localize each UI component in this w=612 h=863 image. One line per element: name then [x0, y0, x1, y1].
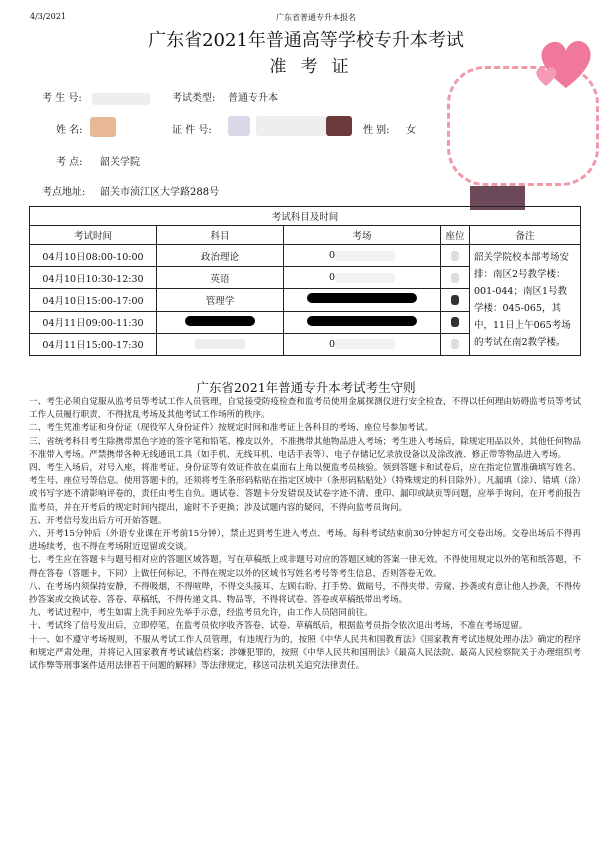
rule-item: 四、考生入场后，对号入座，将准考证、身份证等有效证件放在桌面右上角以便监考员核验。领到答题卡和试卷后，应在指定位置准确填写姓名、考生号、座位号等信息。使用答题卡的，还须将考生条形码粘贴在指定区域中（条形码粘贴处）（特殊规定的科目除外）。凡漏填（涂）、错填（涂）或书写字迹不清影响评卷的，责任由考生自负。遇试卷、答题卡分发错误及试卷字迹不清、重印、漏印或缺页等问题，应举手询问，在开考前报告监考员，并在开考后的规定时间内提出，逾时不予更换；涉及试题内容的疑问，不得向监考员询问。 — [29, 463, 581, 513]
row-subject — [157, 333, 284, 355]
exam-type-label: 考试类型: — [172, 93, 216, 104]
col-header-seat: 座位 — [441, 226, 470, 245]
rule-item: 一、考生必须自觉服从监考员等考试工作人员管理，自觉接受防疫检查和监考员使用金属探测仪进行安全检查，不得以任何理由妨碍监考员等考试工作人员履行职责，不得扰乱考场及其他考试工作场所的秩序。 — [29, 397, 581, 421]
rules-body — [29, 396, 581, 673]
gender-value: 女 — [406, 125, 416, 136]
rule-item: 十、考试终了信号发出后，立即停笔，在监考员依序收齐答卷、试卷、草稿纸后，根据监考员指令依次退出考场，不准在考场逗留。 — [29, 621, 528, 632]
row-room — [284, 289, 441, 311]
row-subject: 管理学 — [157, 289, 284, 311]
table-row — [30, 245, 581, 267]
row-seat — [441, 333, 470, 355]
rules-title: 广东省2021年普通专升本考试考生守则 — [196, 380, 416, 395]
print-date: 4/3/2021 — [30, 12, 66, 21]
col-header-room: 考场 — [284, 226, 441, 245]
row-subject: 英语 — [157, 267, 284, 289]
schedule-caption: 考试科目及时间 — [30, 207, 581, 226]
row-subject: 政治理论 — [157, 245, 284, 267]
row-time: 04月10日10:30-12:30 — [30, 267, 157, 289]
exam-no-label: 考 生 号: — [42, 93, 82, 104]
print-site-name: 广东省普通专升本报名 — [276, 13, 356, 22]
exam-type-value: 普通专升本 — [228, 93, 278, 104]
row-room: 0 — [284, 333, 441, 355]
name-label: 姓 名: — [56, 125, 83, 136]
id-label: 证 件 号: — [172, 125, 212, 136]
row-time: 04月10日15:00-17:00 — [30, 289, 157, 311]
rule-item: 五、开考信号发出后方可开始答题。 — [29, 515, 167, 526]
schedule-remark: 韶关学院校本部考场安排：南区2号教学楼：001-044；南区1号教学楼：045-065，其中，11日上午065考场的考试在南2教学楼。 — [470, 245, 581, 356]
col-header-remark: 备注 — [470, 226, 581, 245]
address-label: 考点地址: — [42, 187, 86, 198]
col-header-time: 考试时间 — [30, 226, 157, 245]
id-value-blurred — [228, 115, 352, 136]
row-time: 04月11日15:00-17:30 — [30, 333, 157, 355]
row-seat — [441, 289, 470, 311]
row-room — [284, 311, 441, 333]
name-value-blurred — [90, 116, 116, 137]
rule-item: 三、省统考科目考生除携带黑色字迹的签字笔和铅笔、橡皮以外，不准携带其他物品进入考场；考生进入考场后，除规定用品以外，其他任何物品不准带入考场。严禁携带各种无线通讯工具（如手机、无线耳机、电话手表等）、电子存储记忆录放设备以及涂改液、修正带等物品进入考场。 — [29, 436, 581, 460]
rule-item: 十一、如不遵守考场规则，不服从考试工作人员管理，有违规行为的，按照《中华人民共和国教育法》《国家教育考试违规处理办法》确定的程序和规定严肃处理，并将记入国家教育考试诚信档案；涉嫌犯罪的，按照《中华人民共和国刑法》《最高人民法院、最高人民检察院关于办理组织考试作弊等刑事案件适用法律若干问题的解释》等法律规定，移送司法机关追究法律责任。 — [29, 634, 581, 672]
row-subject — [157, 311, 284, 333]
row-seat — [441, 267, 470, 289]
rule-item: 六、开考15分钟后（外语专业课在开考前15分钟），禁止迟到考生进入考点、考场。每科考试结束前30分钟起方可交卷出场。交卷出场后不得再进场续考，也不得在考场附近逗留或交谈。 — [29, 529, 581, 553]
row-seat — [441, 311, 470, 333]
heart-decoration-icon — [530, 30, 600, 92]
site-label: 考 点: — [56, 157, 83, 168]
row-time: 04月10日08:00-10:00 — [30, 245, 157, 267]
address-value: 韶关市浈江区大学路288号 — [100, 187, 220, 198]
rule-item: 七、考生应在答题卡与题号相对应的答题区域答题，写在草稿纸上或非题号对应的答题区域的答案一律无效。不得使用规定以外的笔和纸答题，不得在答卷（答题卡，下同）上做任何标记，不得在规定以外的区域书写姓名考号等考生信息，否则答卷无效。 — [29, 555, 581, 579]
document-title: 广东省2021年普通高等学校专升本考试 — [148, 30, 464, 51]
document-subtitle: 准考证 — [269, 57, 363, 77]
rule-item: 九、考试过程中，考生如需上洗手间应先举手示意，经监考员允许，由工作人员陪同前往。 — [29, 608, 373, 619]
row-room: 0 — [284, 267, 441, 289]
site-value: 韶关学院 — [100, 157, 140, 168]
rule-item: 二、考生凭准考证和身份证（现役军人身份证件）按规定时间和准考证上各科目的考场、座位号参加考试。 — [29, 423, 433, 434]
exam-schedule-table — [29, 206, 581, 356]
row-seat — [441, 245, 470, 267]
gender-label: 性 别: — [363, 125, 390, 136]
col-header-subject: 科目 — [157, 226, 284, 245]
rule-item: 八、在考场内须保持安静，不得吸烟，不得喧哗，不得交头接耳、左顾右盼、打手势、做暗号，不得夹带、旁窥、抄袭或有意让他人抄袭，不得传抄答案或交换试卷、答卷、草稿纸，不得传递文具、物品等，不得将试卷、答卷或草稿纸带出考场。 — [29, 581, 581, 606]
row-room: 0 — [284, 245, 441, 267]
exam-no-value-blurred — [92, 88, 150, 107]
row-time: 04月11日09:00-11:30 — [30, 311, 157, 333]
